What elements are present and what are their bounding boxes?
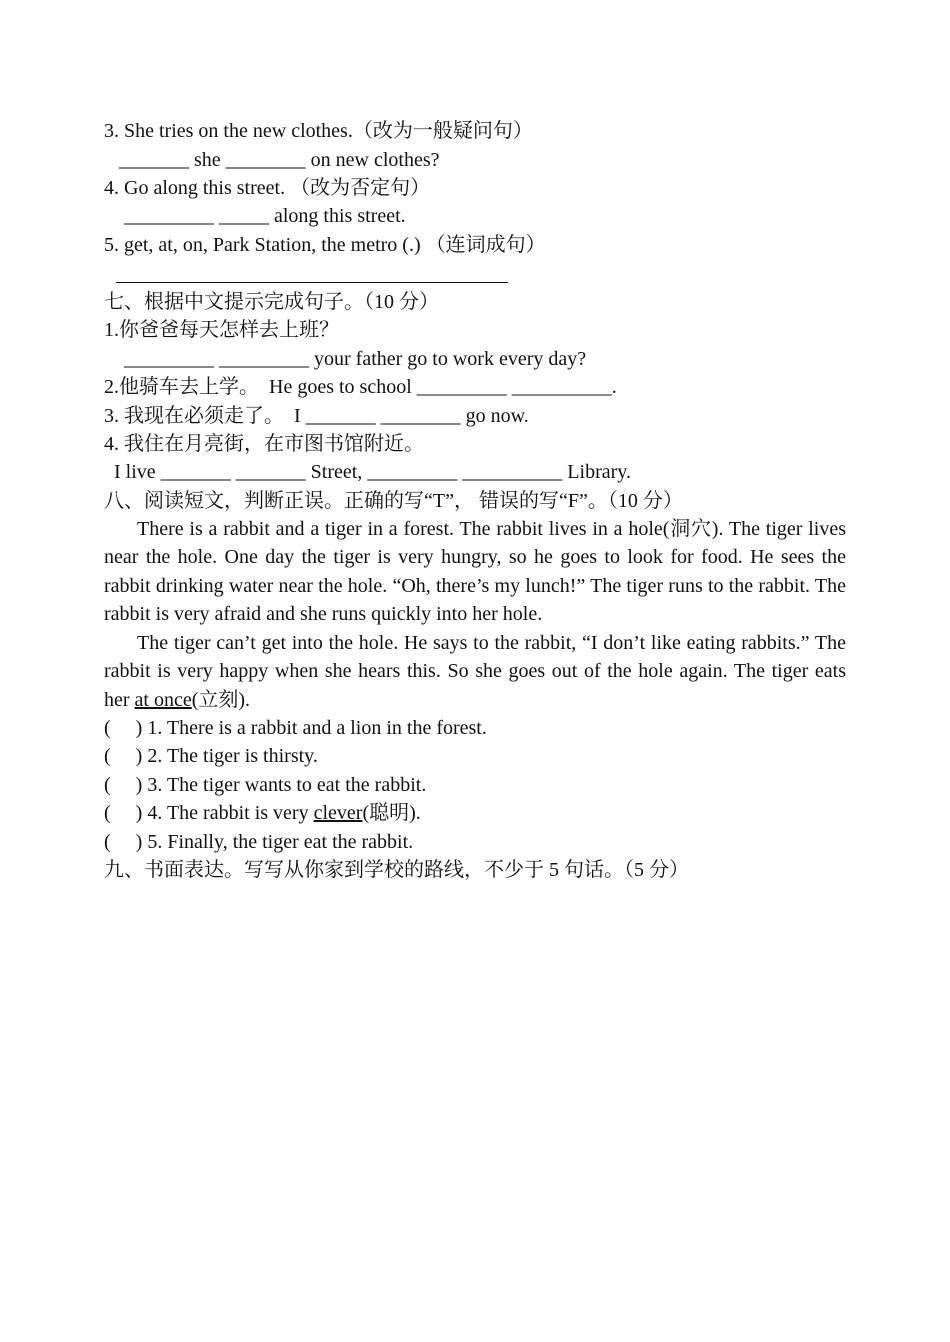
answer-line-6-3: _______ she ________ on new clothes? [119,149,440,171]
answer-line-7-4: I live _______ _______ Street, _________ __________ Library. [114,461,631,483]
statement-2: ( ) 2. The tiger is thirsty. [104,745,318,767]
question-6-4: 4. Go along this street. （改为否定句） [104,177,431,199]
question-7-4: 4. 我住在月亮街，在市图书馆附近。 [104,433,424,455]
answer-line-7-1: _________ _________ your father go to work every day? [124,348,587,370]
question-7-2: 2.他骑车去上学。 He goes to school _________ __________. [104,376,617,398]
statement-1: ( ) 1. There is a rabbit and a lion in the forest. [104,717,487,739]
statement-4 [104,799,421,827]
reading-paragraph-1: There is a rabbit and a tiger in a forest. The rabbit lives in a hole(洞穴). The tiger lives near the hole. One day the tiger is very hungry, so he goes to look for food. He sees the rabbit drinking water near the hole. “Oh, there’s my lunch!” The tiger runs to the rabbit. The rabbit is very afraid and she runs quickly into her hole. [104,518,846,626]
question-6-5: 5. get, at, on, Park Station, the metro (.) （连词成句） [104,234,546,256]
question-7-1: 1.你爸爸每天怎样去上班？ [104,319,339,341]
underlined-word: clever [313,802,363,824]
paragraph-2-text: The tiger can’t get into the hole. He says to the rabbit, “I don’t like eating rabbits.” The rabbit is very happy when she hears this. So she goes out of the hole again. The tiger eats her [104,632,846,711]
statement-4-gloss: (聪明). [362,802,421,824]
section-7-heading: 七、根据中文提示完成句子。（10 分） [104,291,439,313]
statement-3: ( ) 3. The tiger wants to eat the rabbit. [104,774,427,796]
statement-4-text: ( ) 4. The rabbit is very [104,802,314,824]
paragraph-2-gloss: (立刻). [191,688,251,711]
statement-5: ( ) 5. Finally, the tiger eat the rabbit. [104,831,414,853]
answer-line-6-4: _________ _____ along this street. [124,205,406,227]
question-6-3: 3. She tries on the new clothes.（改为一般疑问句） [104,120,533,142]
answer-rule-6-5 [116,282,508,283]
section-9-heading: 九、书面表达。写写从你家到学校的路线，不少于 5 句话。（5 分） [104,859,689,881]
question-7-3: 3. 我现在必须走了。 I _______ ________ go now. [104,405,529,427]
underlined-phrase: at once [134,688,192,711]
section-8-heading: 八、阅读短文，判断正误。正确的写“T”， 错误的写“F”。（10 分） [104,490,683,512]
reading-paragraph-2 [104,629,846,714]
